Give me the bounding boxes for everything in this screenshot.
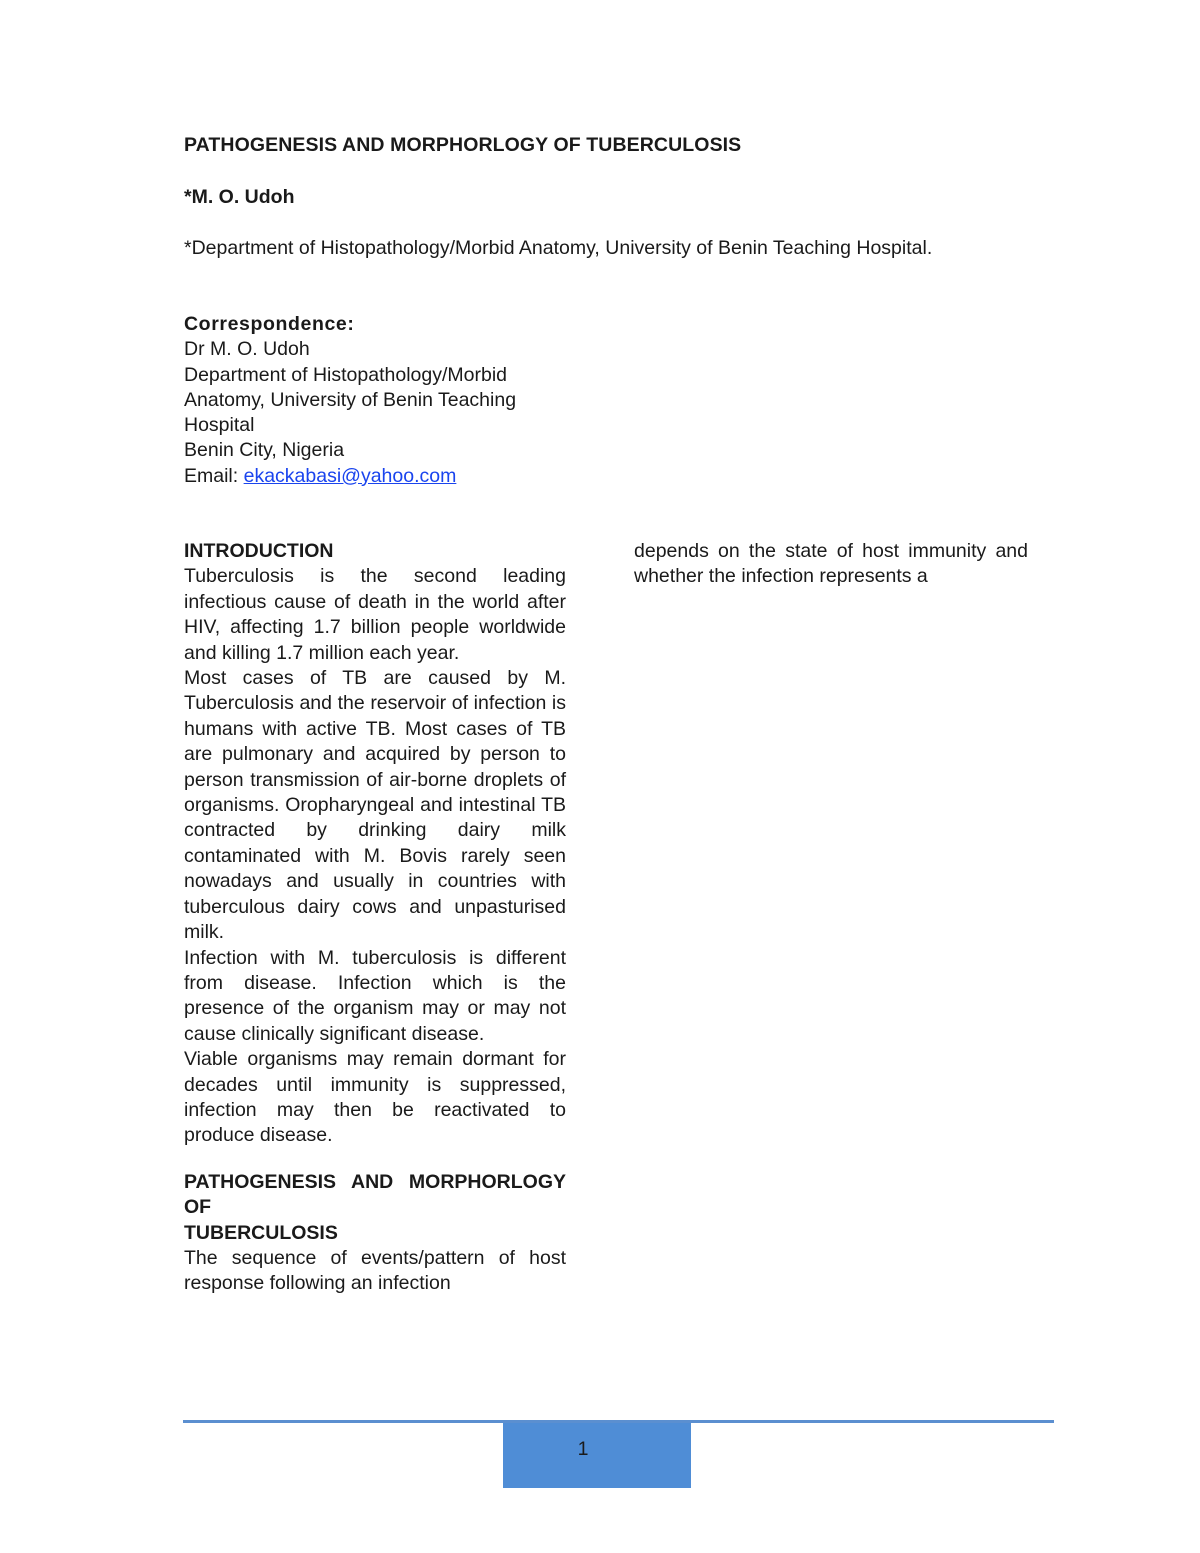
- intro-paragraph-2: Most cases of TB are caused by M. Tuberculosis and the reservoir of infection is humans with active TB. Most cases of TB are pulmonary and acquired by person to person transmission of air-borne droplets of organisms. Oropharyngeal and intestinal TB contracted by drinking dairy milk contaminated with M. Bovis rarely seen nowadays and usually in countries with tuberculous dairy cows and unpasturised milk.: [184, 667, 566, 944]
- intro-paragraph-1: Tuberculosis is the second leading infectious cause of death in the world after HIV, affecting 1.7 billion people worldwide and killing 1.7 million each year.: [184, 565, 566, 664]
- right-column: [634, 539, 1028, 590]
- email-link[interactable]: ekackabasi@yahoo.com: [243, 464, 457, 487]
- pathogenesis-paragraph-right: depends on the state of host immunity and whether the infection represents a: [634, 540, 1028, 588]
- correspondence-dept-line2: Anatomy, University of Benin Teaching: [184, 388, 517, 411]
- document-title: PATHOGENESIS AND MORPHORLOGY OF TUBERCULOSIS: [184, 134, 742, 156]
- correspondence-dept-line3: Hospital: [184, 414, 255, 437]
- correspondence-label: Correspondence:: [184, 313, 355, 335]
- intro-paragraph-4: Viable organisms may remain dormant for decades until immunity is suppressed, infection may then be reactivated to produce disease.: [184, 1048, 566, 1147]
- email-label: Email:: [184, 464, 244, 487]
- pathogenesis-heading-line2: TUBERCULOSIS: [184, 1221, 338, 1244]
- page-number-box: [503, 1423, 691, 1488]
- pathogenesis-heading-line1: PATHOGENESIS AND MORPHORLOGY OF: [184, 1170, 566, 1219]
- page-number: 1: [577, 1438, 589, 1460]
- correspondence-email-line: [184, 464, 584, 489]
- introduction-heading: INTRODUCTION: [184, 540, 334, 562]
- intro-paragraph-3: Infection with M. tuberculosis is different from disease. Infection which is the presence of the organism may or may not cause clinically significant disease.: [184, 946, 566, 1045]
- pathogenesis-paragraph-left: The sequence of events/pattern of host response following an infection: [184, 1246, 566, 1295]
- pathogenesis-heading: [184, 1170, 566, 1246]
- author-affiliation: *Department of Histopathology/Morbid Anatomy, University of Benin Teaching Hospital.: [184, 237, 933, 259]
- correspondence-name: Dr M. O. Udoh: [184, 338, 310, 361]
- correspondence-city: Benin City, Nigeria: [184, 439, 345, 462]
- correspondence-block: [184, 312, 584, 489]
- left-column: [184, 539, 566, 1297]
- correspondence-dept-line1: Department of Histopathology/Morbid: [184, 363, 507, 386]
- author-name: *M. O. Udoh: [184, 186, 295, 208]
